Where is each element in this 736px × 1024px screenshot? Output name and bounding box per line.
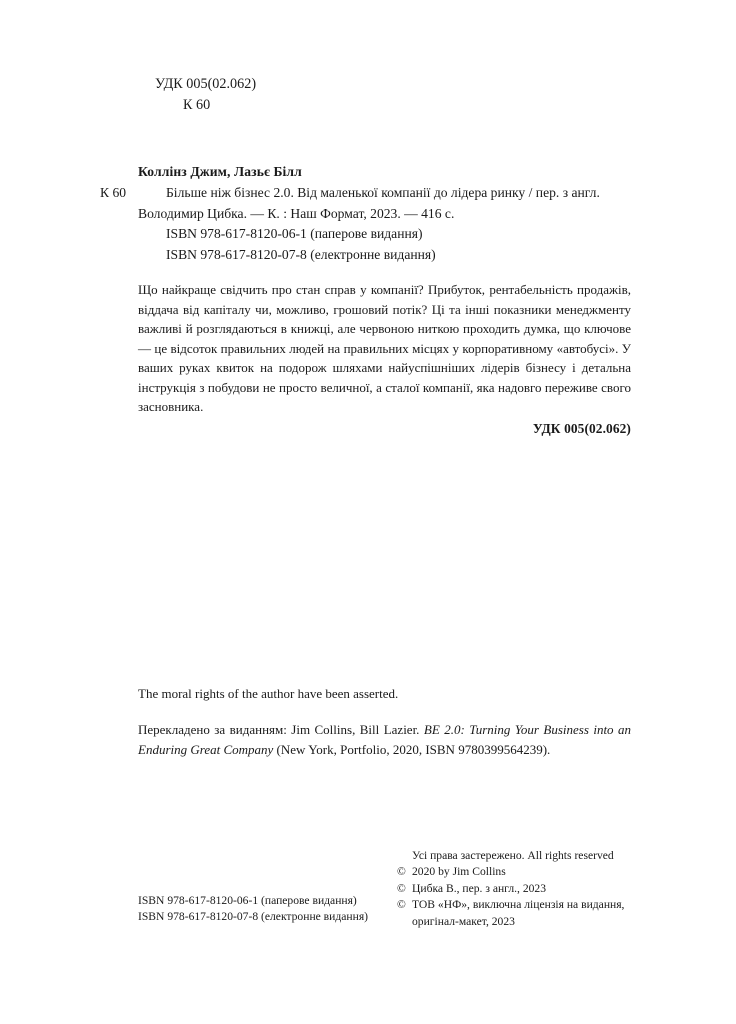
udk-code: УДК 005(02.062) [155,76,257,92]
translation-credit-suffix: (New York, Portfolio, 2020, ISBN 9780399564239). [273,741,551,757]
udk-header [155,74,256,116]
record-isbn-electronic: ISBN 978-617-8120-07-8 (електронне видання) [166,246,436,262]
copyright-entry [397,881,624,897]
original-title: BE 2.0: Turning Your Business into an Enduring Great Company [138,722,632,757]
rights-reserved-heading: Усі права застережено. All rights reserved [412,849,614,862]
udk-footer: УДК 005(02.062) [532,421,631,436]
record-isbn-print: ISBN 978-617-8120-06-1 (паперове видання) [166,226,423,242]
copyright-entry-text: Цибка В., пер. з англ., 2023 [412,881,547,895]
copyright-entry-text: ТОВ «НФ», виключна ліцензія на видання, [412,898,625,912]
annotation-paragraph: Що найкраще свідчить про стан справ у компанії? Прибуток, рентабельність продажів, віддача від капіталу чи, можливо, грошовий потік? Ці та інші показники менеджменту важливі й розглядаються в книжці, але червоною ниткою проходить думка, що ключове — це відсоток правильних людей на правильних місцях у корпоративному «автобусі». У ваших руках квиток на подорож шляхами найуспішніших лідерів бізнесу і детальна інструкція з побудови не просто величної, а сталої компанії, яка надовго переживе свого засновника. [138,282,631,414]
copyright-block [397,848,624,930]
record-authors: Коллінз Джим, Лазьє Білл [138,164,302,179]
copyright-entry-continuation: оригінал-макет, 2023 [412,914,515,928]
bibliographic-record [100,162,640,265]
copyright-entry [397,897,624,913]
isbn-footer [138,893,368,926]
record-class-mark: К 60 [100,185,127,201]
record-body [100,183,640,224]
translation-credit [138,720,631,759]
copyright-icon: © [397,898,406,912]
copyright-entry [397,864,624,880]
moral-rights-statement: The moral rights of the author have been asserted. [138,686,399,701]
isbn-footer-print: ISBN 978-617-8120-06-1 (паперове видання) [138,894,357,907]
copyright-entry-text: 2020 by Jim Collins [412,865,506,879]
copyright-icon: © [397,865,406,879]
record-description: Більше ніж бізнес 2.0. Від маленької компанії до лідера ринку / пер. з англ. Володимир Цибка. — К. : Наш Формат, 2023. — 416 с. [138,185,600,221]
translation-credit-prefix: Перекладено за виданням: Jim Collins, Bill Lazier. [138,722,424,737]
isbn-footer-electronic: ISBN 978-617-8120-07-8 (електронне видання) [138,910,369,924]
copyright-icon: © [397,881,406,895]
udk-class-mark: К 60 [183,97,211,113]
